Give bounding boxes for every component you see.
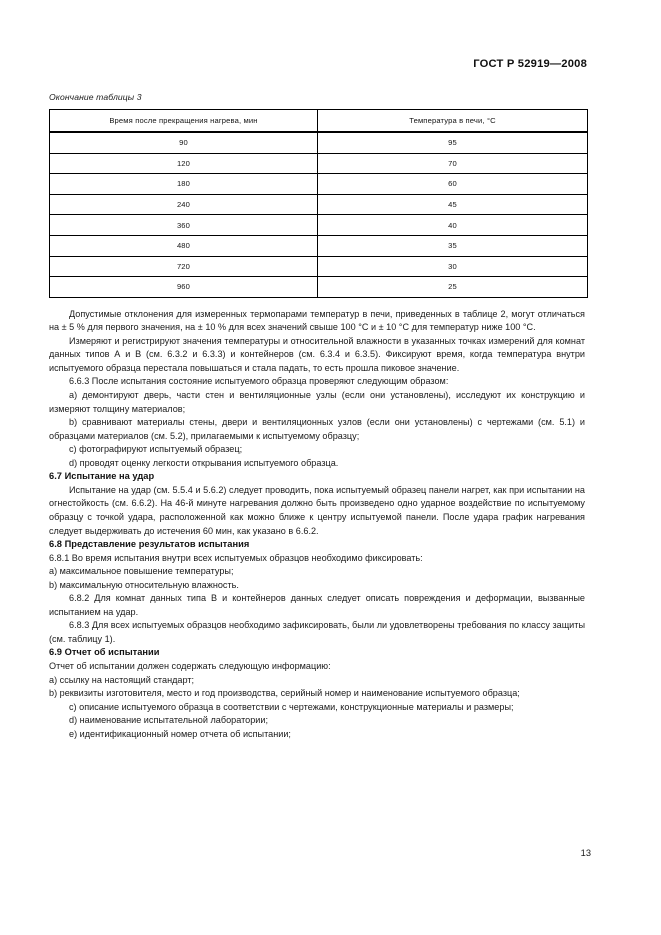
table-header-row [50,110,588,133]
list-item-6-6-3-a: a) демонтируют дверь, части стен и вентиляционные узлы (если они установлены), исследуют их конструкцию и измеряют толщину материалов; [49,390,585,414]
paragraph-6-8-3: 6.8.3 Для всех испытуемых образцов необходимо зафиксировать, были ли удовлетворены требования по классу защиты (см. таблицу 1). [49,620,585,644]
list-item-6-8-1-b: b) максимальную относительную влажность. [49,579,239,590]
list-item-6-9-b: b) реквизиты изготовителя, место и год производства, серийный номер и наименование испытуемого образца; [49,688,520,699]
cell-temperature: 95 [318,132,588,153]
paragraph-measurement: Измеряют и регистрируют значения температуры и относительной влажности в указанных точках измерений для комнат данных типов А и В (см. 6.3.2 и 6.3.3) и контейнеров (см. 6.3.4 и 6.3.5). Фиксируют время, когда температура внутри испытуемого образца перестала повышаться и стала падать, то есть прошла пиковое значение. [49,335,585,373]
cell-time: 240 [50,194,318,215]
paragraph-6-8-1: 6.8.1 Во время испытания внутри всех испытуемых образцов необходимо фиксировать: [49,552,423,563]
cell-time: 360 [50,215,318,236]
cell-temperature: 35 [318,235,588,256]
paragraph-6-9: Отчет об испытании должен содержать следующую информацию: [49,660,331,671]
table-row [50,194,588,215]
cell-temperature: 70 [318,153,588,174]
list-item-6-9-e: e) идентификационный номер отчета об испытании; [69,728,291,739]
cell-temperature: 40 [318,215,588,236]
list-item-6-6-3-c: c) фотографируют испытуемый образец; [69,444,243,455]
paragraph-tolerance: Допустимые отклонения для измеренных термопарами температур в печи, приведенных в таблице 2, могут отличаться на ± 5 % для первого значения, на ± 10 % для всех значений свыше 100 °С и ± 10 °С для температур ниже 100 °С. [49,308,585,333]
list-item-6-6-3-d: d) проводят оценку легкости открывания испытуемого образца. [69,457,339,468]
list-item-6-9-c: c) описание испытуемого образца в соответствии с чертежами, конструкционные материалы и размеры; [69,701,514,712]
temperature-table [49,109,588,298]
cell-temperature: 60 [318,174,588,195]
table-caption: Окончание таблицы 3 [49,92,142,102]
table-row [50,174,588,195]
page-content [49,92,585,741]
paragraph-6-7: Испытание на удар (см. 5.5.4 и 5.6.2) следует проводить, пока испытуемый образец панели нагрет, как при испытании на огнестойкость (см. 6.6.2). На 46-й минуте нагревания должно быть произведено одно ударное воздействие по испытуемому образцу с точкой удара, расположенной как можно ближе к центру испытуемой панели. После удара график нагревания следует выдерживать до истечения 60 мин, как указано в 6.6.2. [49,484,585,536]
cell-time: 90 [50,132,318,153]
column-header-temperature: Температура в печи, °С [318,110,588,133]
document-standard-header: ГОСТ Р 52919—2008 [473,58,587,70]
cell-time: 720 [50,256,318,277]
cell-time: 180 [50,174,318,195]
cell-time: 120 [50,153,318,174]
paragraph-6-8-2: 6.8.2 Для комнат данных типа В и контейнеров данных следует описать повреждения и деформации, вызванные испытанием на удар. [49,593,585,617]
table-body [50,132,588,297]
section-heading-6-7: 6.7 Испытание на удар [49,471,155,482]
table-row [50,277,588,298]
table-row [50,256,588,277]
table-row [50,132,588,153]
section-heading-6-9: 6.9 Отчет об испытании [49,647,160,658]
list-item-6-8-1-a: a) максимальное повышение температуры; [49,566,234,577]
cell-time: 960 [50,277,318,298]
page-number: 13 [580,848,591,858]
list-item-6-6-3-b: b) сравнивают материалы стены, двери и вентиляционных узлов (если они установлены) с чертежами (см. 5.1) и образцами материалов (см. 5.2), прилагаемыми к испытуемому образцу; [49,417,585,441]
table-row [50,153,588,174]
paragraph-6-6-3: 6.6.3 После испытания состояние испытуемого образца проверяют следующим образом: [69,376,449,387]
cell-temperature: 30 [318,256,588,277]
cell-time: 480 [50,235,318,256]
cell-temperature: 45 [318,194,588,215]
list-item-6-9-a: a) ссылку на настоящий стандарт; [49,674,195,685]
section-heading-6-8: 6.8 Представление результатов испытания [49,539,250,550]
cell-temperature: 25 [318,277,588,298]
body-text [49,308,585,742]
table-header [50,110,588,133]
table-row [50,215,588,236]
list-item-6-9-d: d) наименование испытательной лаборатории; [69,715,269,726]
column-header-time: Время после прекращения нагрева, мин [50,110,318,133]
table-row [50,235,588,256]
